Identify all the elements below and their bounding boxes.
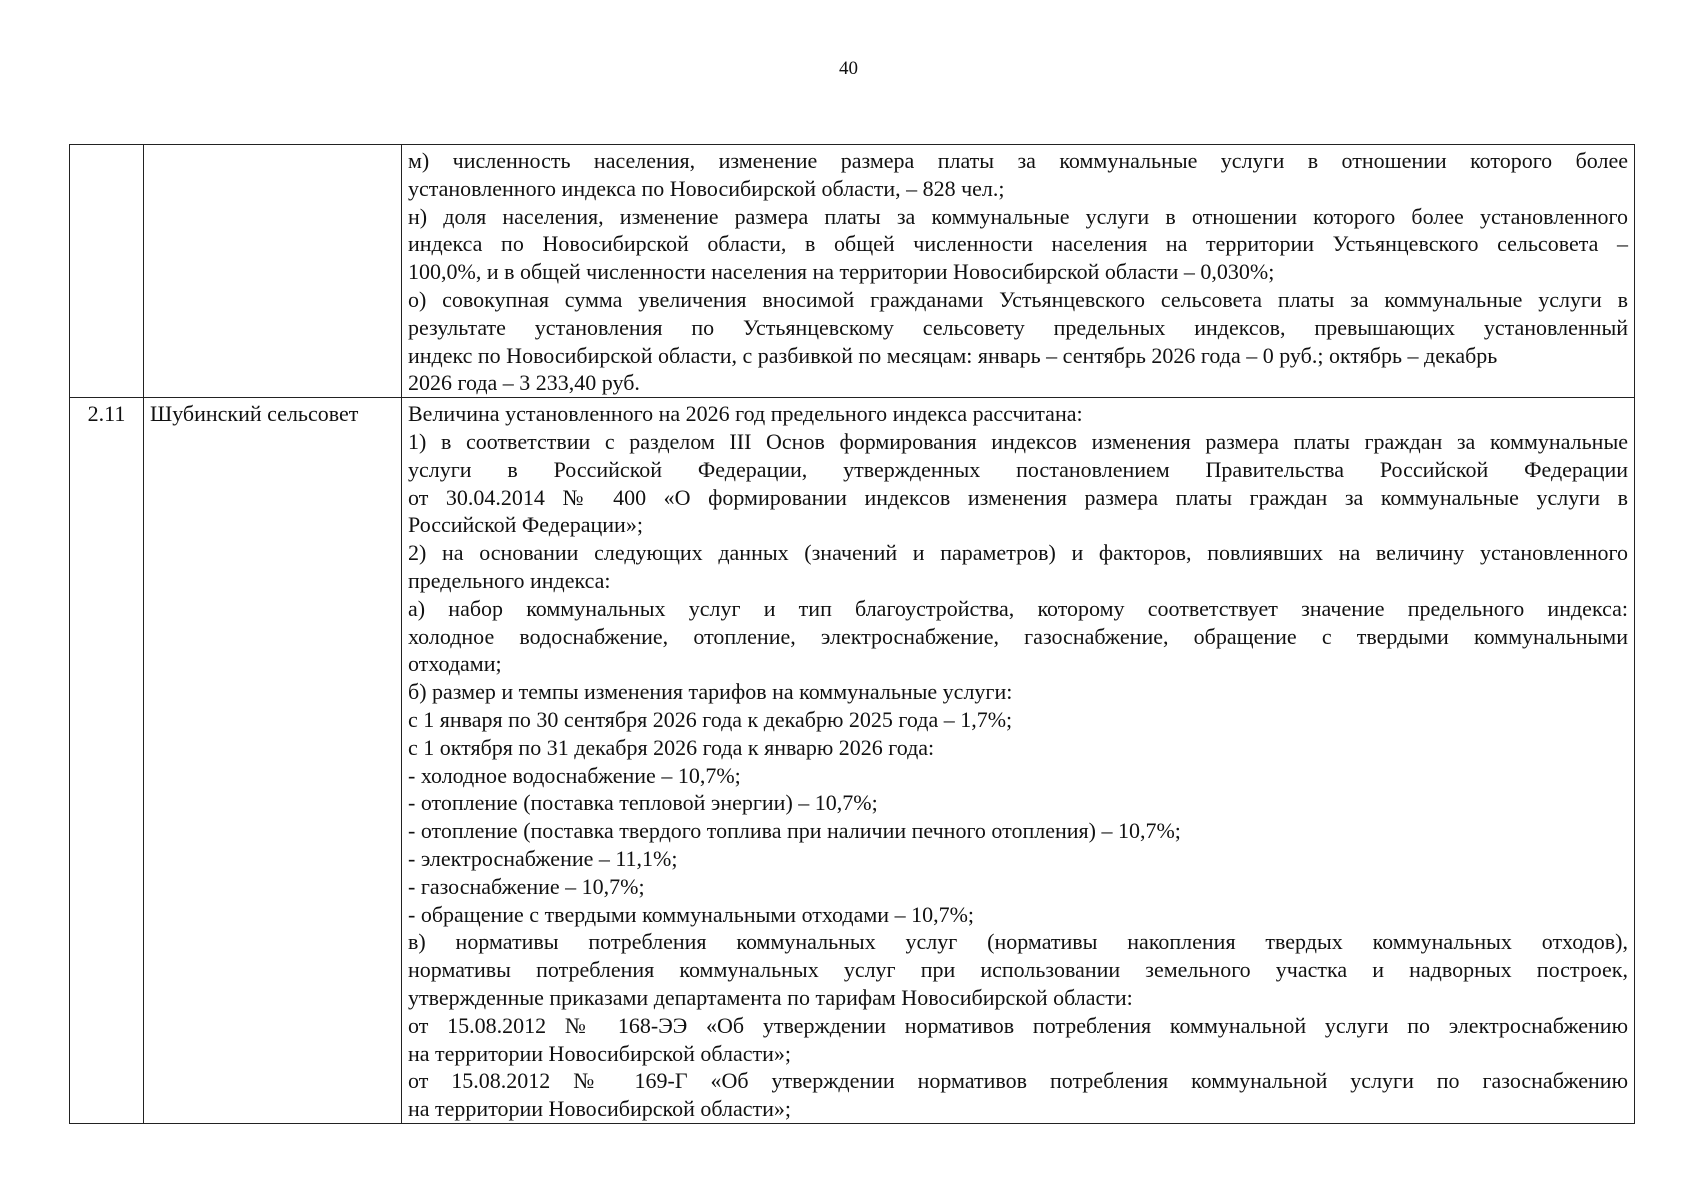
- text-line: н) доля населения, изменение размера платы за коммунальные услуги в отношении которого более установленного: [408, 203, 1628, 229]
- text-line: - холодное водоснабжение – 10,7%;: [408, 762, 741, 788]
- text-line: Величина установленного на 2026 год предельного индекса рассчитана:: [408, 401, 1083, 427]
- text-line: - обращение с твердыми коммунальными отходами – 10,7%;: [408, 901, 975, 927]
- text-line: нормативы потребления коммунальных услуг при использовании земельного участка и надворных построек,: [408, 957, 1628, 983]
- text-line: утвержденные приказами департамента по тарифам Новосибирской области:: [408, 984, 1133, 1010]
- text-line: - отопление (поставка твердого топлива при наличии печного отопления) – 10,7%;: [408, 818, 1181, 844]
- text-line: индекс по Новосибирской области, с разбивкой по месяцам: январь – сентябрь 2026 года – 0 руб.; октябрь – декабрь: [408, 342, 1498, 368]
- text-line: на территории Новосибирской области»;: [408, 1096, 792, 1122]
- text-line: - электроснабжение – 11,1%;: [408, 845, 678, 871]
- page-number: 40: [839, 58, 858, 79]
- table-row: [70, 398, 1635, 1124]
- text-line: Российской Федерации»;: [408, 512, 643, 538]
- text-line: м) численность населения, изменение размера платы за коммунальные услуги в отношении которого более: [408, 148, 1628, 173]
- municipality-name-cell: [144, 145, 402, 398]
- text-line: с 1 октября по 31 декабря 2026 года к январю 2026 года:: [408, 734, 935, 760]
- text-line: от 30.04.2014 № 400 «О формировании индексов изменения размера платы граждан за коммунальные услуги в: [408, 484, 1628, 510]
- document-table: [69, 144, 1635, 1124]
- text-line: услуги в Российской Федерации, утвержденных постановлением Правительства Российской Федерации: [408, 456, 1628, 482]
- text-line: от 15.08.2012 № 169-Г «Об утверждении нормативов потребления коммунальной услуги по газоснабжению: [408, 1068, 1628, 1094]
- table-row: [70, 145, 1635, 398]
- text-line: на территории Новосибирской области»;: [408, 1040, 792, 1066]
- description-cell: [402, 398, 1635, 1124]
- text-line: с 1 января по 30 сентября 2026 года к декабрю 2025 года – 1,7%;: [408, 706, 1013, 732]
- text-line: 100,0%, и в общей численности населения на территории Новосибирской области – 0,030%;: [408, 259, 1275, 285]
- text-line: 1) в соответствии с разделом III Основ формирования индексов изменения размера платы граждан за коммунальные: [408, 428, 1628, 454]
- text-line: - газоснабжение – 10,7%;: [408, 873, 645, 899]
- text-line: в) нормативы потребления коммунальных услуг (нормативы накопления твердых коммунальных отходов),: [408, 929, 1628, 955]
- text-line: холодное водоснабжение, отопление, электроснабжение, газоснабжение, обращение с твердыми коммунальными: [408, 623, 1628, 649]
- text-line: от 15.08.2012 № 168-ЭЭ «Об утверждении нормативов потребления коммунальной услуги по электроснабжению: [408, 1012, 1628, 1038]
- text-line: 2) на основании следующих данных (значений и параметров) и факторов, повлиявших на величину установленного: [408, 540, 1628, 566]
- text-line: а) набор коммунальных услуг и тип благоустройства, которому соответствует значение предельного индекса:: [408, 595, 1628, 621]
- text-line: 2026 года – 3 233,40 руб.: [408, 370, 640, 396]
- row-number-cell: [70, 145, 144, 398]
- text-line: б) размер и темпы изменения тарифов на коммунальные услуги:: [408, 679, 1013, 705]
- text-line: о) совокупная сумма увеличения вносимой гражданами Устьянцевского сельсовета платы за коммунальные услуги в: [408, 286, 1628, 312]
- text-line: - отопление (поставка тепловой энергии) – 10,7%;: [408, 790, 878, 816]
- text-line: результате установления по Устьянцевскому сельсовету предельных индексов, превышающих установленный: [408, 314, 1628, 340]
- municipality-name-cell: Шубинский сельсовет: [144, 398, 402, 1124]
- text-line: установленного индекса по Новосибирской области, – 828 чел.;: [408, 175, 1005, 201]
- text-line: отходами;: [408, 651, 502, 677]
- text-line: предельного индекса:: [408, 567, 611, 593]
- text-line: индекса по Новосибирской области, в общей численности населения на территории Устьянцевского сельсовета –: [408, 231, 1628, 257]
- row-number-cell: 2.11: [70, 398, 144, 1124]
- description-cell: [402, 145, 1635, 398]
